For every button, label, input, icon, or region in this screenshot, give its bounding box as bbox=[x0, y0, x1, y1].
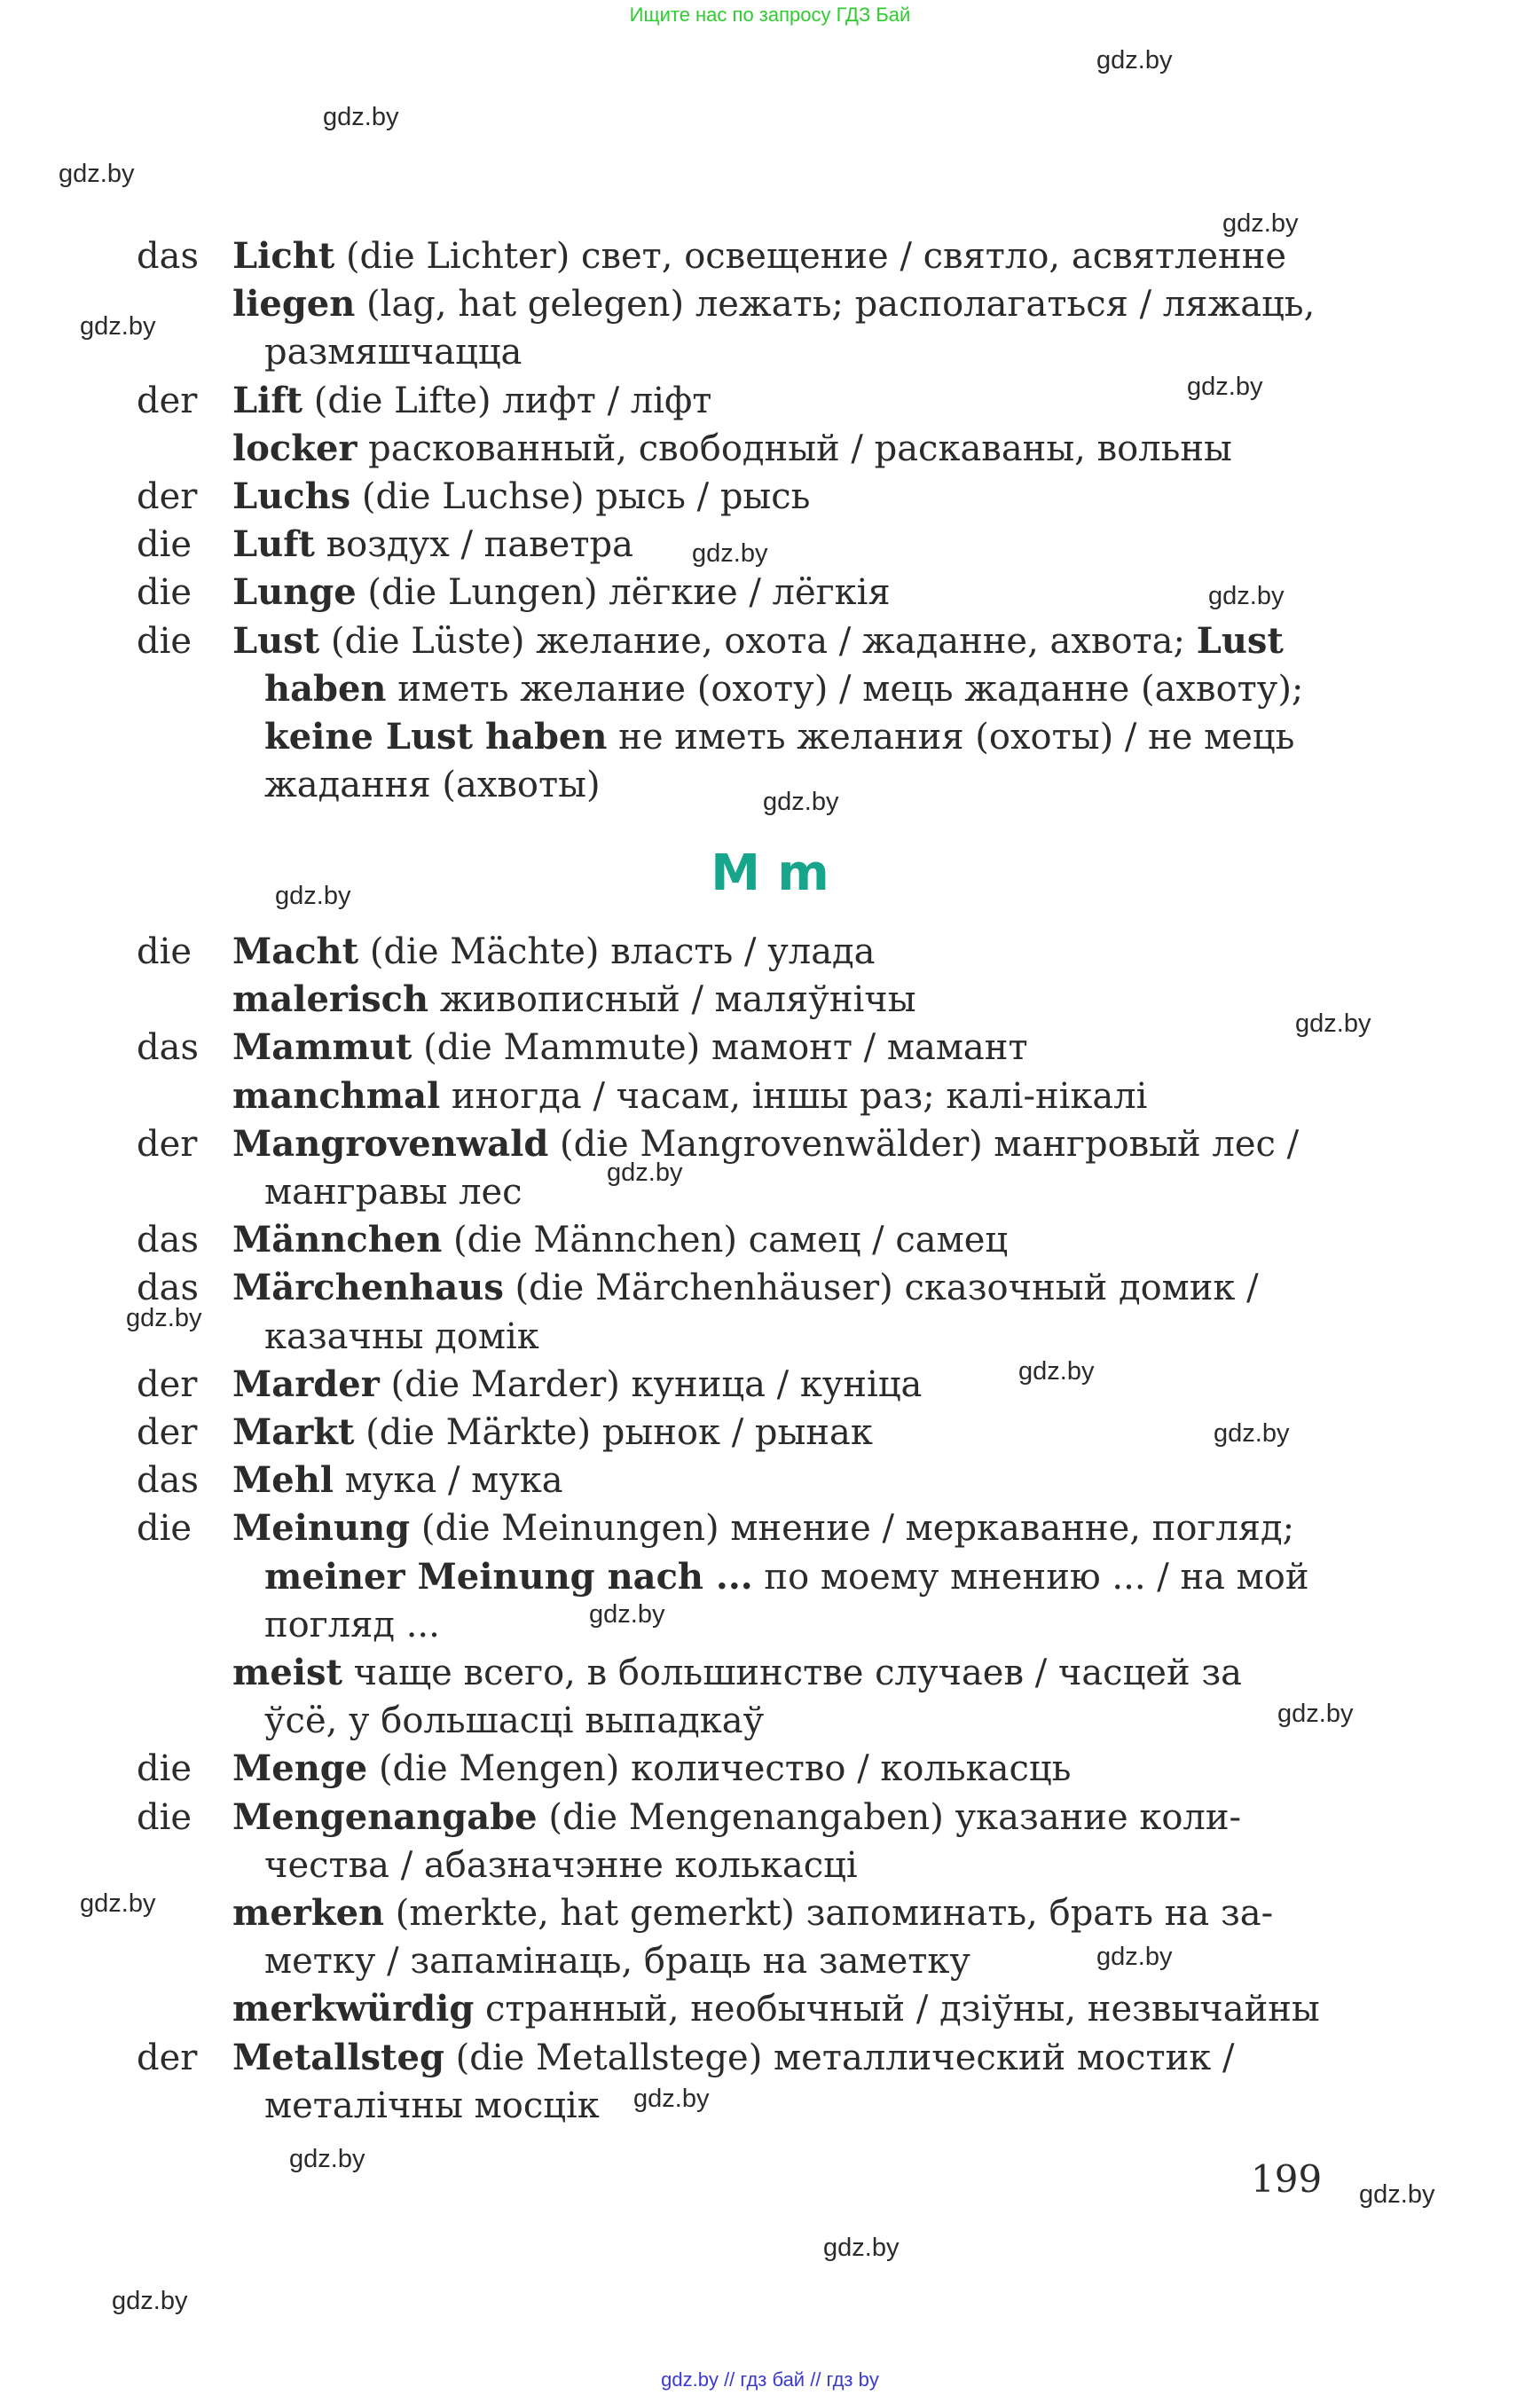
section-heading: M m bbox=[711, 844, 829, 902]
watermark: gdz.by bbox=[1214, 1419, 1290, 1448]
watermark: gdz.by bbox=[323, 103, 399, 131]
entry-article: die bbox=[137, 1508, 192, 1550]
entry-line: meist чаще всего, в большинстве случаев / часцей за bbox=[232, 1652, 1243, 1693]
entry-article: der bbox=[137, 1363, 198, 1405]
headword: merken bbox=[232, 1892, 385, 1934]
entry-text bbox=[232, 569, 1327, 616]
entry-line: Lift (die Lifte) лифт / ліфт bbox=[232, 379, 712, 421]
headword: Mengenangabe bbox=[232, 1795, 538, 1838]
watermark: gdz.by bbox=[275, 882, 351, 910]
watermark: gdz.by bbox=[589, 1600, 665, 1629]
headword: Luchs bbox=[232, 475, 351, 517]
entry-line: locker раскованный, свободный / раскаваны, вольны bbox=[232, 427, 1232, 469]
headword: Licht bbox=[232, 235, 335, 277]
entry-article: der bbox=[137, 476, 198, 517]
watermark: gdz.by bbox=[633, 2085, 710, 2113]
entry-text bbox=[232, 232, 1327, 280]
entry-text bbox=[232, 521, 1327, 569]
entry-text bbox=[232, 425, 1327, 473]
entry-line: ўсё, у большасці выпадкаў bbox=[264, 1700, 765, 1742]
entry-text bbox=[232, 1024, 1327, 1072]
entry-text bbox=[232, 377, 1327, 425]
watermark: gdz.by bbox=[692, 539, 768, 568]
watermark: gdz.by bbox=[1295, 1009, 1371, 1038]
entry-text bbox=[232, 1120, 1327, 1216]
watermark: gdz.by bbox=[59, 160, 135, 188]
watermark: gdz.by bbox=[80, 1889, 156, 1918]
headword: liegen bbox=[232, 283, 356, 326]
headword: Mangrovenwald bbox=[232, 1122, 549, 1165]
headword: Menge bbox=[232, 1747, 368, 1790]
entry-line: malerisch живописный / маляўнічы bbox=[232, 978, 916, 1021]
headword: meist bbox=[232, 1652, 342, 1693]
top-banner: Ищите нас по запросу ГДЗ Бай bbox=[629, 4, 911, 26]
entry-line: Mehl мука / мука bbox=[232, 1459, 563, 1502]
entry-article: das bbox=[137, 1027, 199, 1069]
headword: Metallsteg bbox=[232, 2036, 444, 2078]
entry-line: Märchenhaus (die Märchenhäuser) сказочный домик / bbox=[232, 1267, 1259, 1309]
entry-text bbox=[232, 1072, 1327, 1120]
watermark: gdz.by bbox=[607, 1158, 683, 1187]
entry-article: der bbox=[137, 380, 198, 421]
watermark: gdz.by bbox=[1187, 373, 1263, 401]
entry-text bbox=[232, 617, 1327, 810]
watermark: gdz.by bbox=[80, 312, 156, 341]
entry-text bbox=[232, 1745, 1327, 1793]
entry-article: die bbox=[137, 1796, 192, 1838]
headword: locker bbox=[232, 427, 358, 469]
page-number: 199 bbox=[1251, 2157, 1323, 2201]
headword: Markt bbox=[232, 1411, 355, 1453]
entry-line: жадання (ахвоты) bbox=[264, 765, 601, 806]
entry-line: чества / абазначэнне колькасці bbox=[264, 1844, 858, 1886]
entry-line: haben иметь желание (охоту) / мець жаданне (ахвоту); bbox=[264, 667, 1304, 710]
entry-text bbox=[232, 2034, 1327, 2130]
watermark: gdz.by bbox=[823, 2234, 900, 2262]
entry-line: Luchs (die Luchse) рысь / рысь bbox=[232, 475, 811, 517]
headword: Lust bbox=[1196, 619, 1284, 662]
entry-line: мангравы лес bbox=[264, 1172, 522, 1213]
headword: Macht bbox=[232, 931, 359, 972]
entry-line: Markt (die Märkte) рынок / рынак bbox=[232, 1411, 873, 1453]
entry-article: die bbox=[137, 1748, 192, 1790]
headword: Mammut bbox=[232, 1026, 412, 1069]
entry-article: das bbox=[137, 236, 199, 277]
entry-text bbox=[232, 1794, 1327, 1889]
entry-line: казачны домік bbox=[264, 1315, 539, 1357]
entry-line: размяшчацца bbox=[264, 332, 522, 373]
footer-links[interactable]: gdz.by // гдз бай // гдз by bbox=[661, 2368, 879, 2391]
entry-text bbox=[232, 1361, 1327, 1409]
entry-line: Licht (die Lichter) свет, освещение / святло, асвятленне bbox=[232, 235, 1287, 277]
entry-article: die bbox=[137, 620, 192, 662]
headword: Mehl bbox=[232, 1459, 334, 1502]
headword: Lift bbox=[232, 379, 303, 421]
entry-line: Luft воздух / паветра bbox=[232, 523, 633, 566]
entry-text bbox=[232, 1504, 1327, 1649]
entry-line: merkwürdig странный, необычный / дзіўны, незвычайны bbox=[232, 1988, 1320, 2030]
headword: merkwürdig bbox=[232, 1988, 475, 2030]
entry-article: der bbox=[137, 1412, 198, 1453]
entry-text bbox=[232, 1889, 1327, 1985]
headword: Lunge bbox=[232, 571, 357, 614]
headword: malerisch bbox=[232, 978, 429, 1021]
headword: manchmal bbox=[232, 1074, 441, 1117]
headword: meiner Meinung nach ... bbox=[264, 1555, 753, 1598]
entry-article: die bbox=[137, 931, 192, 972]
entry-article: der bbox=[137, 1123, 198, 1165]
entry-text bbox=[232, 280, 1327, 376]
entry-line: meiner Meinung nach ... по моему мнению ... / на мой bbox=[264, 1555, 1309, 1598]
entry-line: металічны мосцік bbox=[264, 2085, 600, 2126]
entry-line: Lust (die Lüste) желание, охота / жаданне, ахвота; Lust bbox=[232, 619, 1284, 662]
watermark: gdz.by bbox=[1208, 582, 1285, 610]
watermark: gdz.by bbox=[1018, 1357, 1095, 1386]
entry-text bbox=[232, 1649, 1327, 1745]
entry-line: метку / запамінаць, браць на заметку bbox=[264, 1941, 970, 1983]
entry-text bbox=[232, 1457, 1327, 1504]
headword: keine Lust haben bbox=[264, 716, 608, 758]
entry-line: Menge (die Mengen) количество / колькасць bbox=[232, 1747, 1072, 1790]
entry-text bbox=[232, 1409, 1327, 1457]
entry-line: keine Lust haben не иметь желания (охоты) / не мець bbox=[264, 716, 1295, 758]
entry-line: Mengenangabe (die Mengenangaben) указание коли- bbox=[232, 1795, 1242, 1838]
entry-article: das bbox=[137, 1460, 199, 1502]
entry-article: der bbox=[137, 2037, 198, 2078]
watermark: gdz.by bbox=[1359, 2180, 1435, 2209]
entry-line: Lunge (die Lungen) лёгкие / лёгкія bbox=[232, 571, 891, 614]
entry-line: погляд ... bbox=[264, 1604, 440, 1645]
entry-article: das bbox=[137, 1268, 199, 1309]
entry-line: Metallsteg (die Metallstege) металлический мостик / bbox=[232, 2036, 1235, 2078]
watermark: gdz.by bbox=[1277, 1700, 1354, 1728]
entry-article: die bbox=[137, 524, 192, 566]
watermark: gdz.by bbox=[289, 2145, 365, 2173]
watermark: gdz.by bbox=[1222, 209, 1299, 238]
entry-text bbox=[232, 1985, 1327, 2033]
headword: Märchenhaus bbox=[232, 1267, 504, 1309]
headword: Männchen bbox=[232, 1219, 443, 1261]
watermark: gdz.by bbox=[763, 788, 839, 816]
entry-text bbox=[232, 976, 1327, 1024]
entry-text bbox=[232, 1216, 1327, 1264]
entry-article: die bbox=[137, 572, 192, 614]
entry-line: Meinung (die Meinungen) мнение / меркаванне, погляд; bbox=[232, 1507, 1295, 1550]
headword: haben bbox=[264, 667, 387, 710]
entry-text bbox=[232, 928, 1327, 976]
entry-line: manchmal иногда / часам, іншы раз; калі-нікалі bbox=[232, 1074, 1148, 1117]
entry-line: merken (merkte, hat gemerkt) запоминать, брать на за- bbox=[232, 1892, 1274, 1934]
entry-line: Männchen (die Männchen) самец / самец bbox=[232, 1219, 1009, 1261]
watermark: gdz.by bbox=[126, 1304, 202, 1332]
entry-line: Macht (die Mächte) власть / улада bbox=[232, 931, 876, 972]
entry-line: Mangrovenwald (die Mangrovenwälder) мангровый лес / bbox=[232, 1122, 1300, 1165]
entry-line: liegen (lag, hat gelegen) лежать; располагаться / ляжаць, bbox=[232, 283, 1316, 326]
entry-article: das bbox=[137, 1220, 199, 1261]
watermark: gdz.by bbox=[112, 2287, 188, 2315]
watermark: gdz.by bbox=[1096, 46, 1173, 75]
headword: Luft bbox=[232, 523, 315, 566]
entry-line: Mammut (die Mammute) мамонт / мамант bbox=[232, 1026, 1028, 1069]
watermark: gdz.by bbox=[1096, 1943, 1173, 1971]
headword: Meinung bbox=[232, 1507, 411, 1550]
headword: Marder bbox=[232, 1362, 380, 1405]
entry-line: Marder (die Marder) куница / куніца bbox=[232, 1362, 923, 1405]
headword: Lust bbox=[232, 619, 320, 662]
entry-text bbox=[232, 1264, 1327, 1360]
entry-text bbox=[232, 473, 1327, 521]
